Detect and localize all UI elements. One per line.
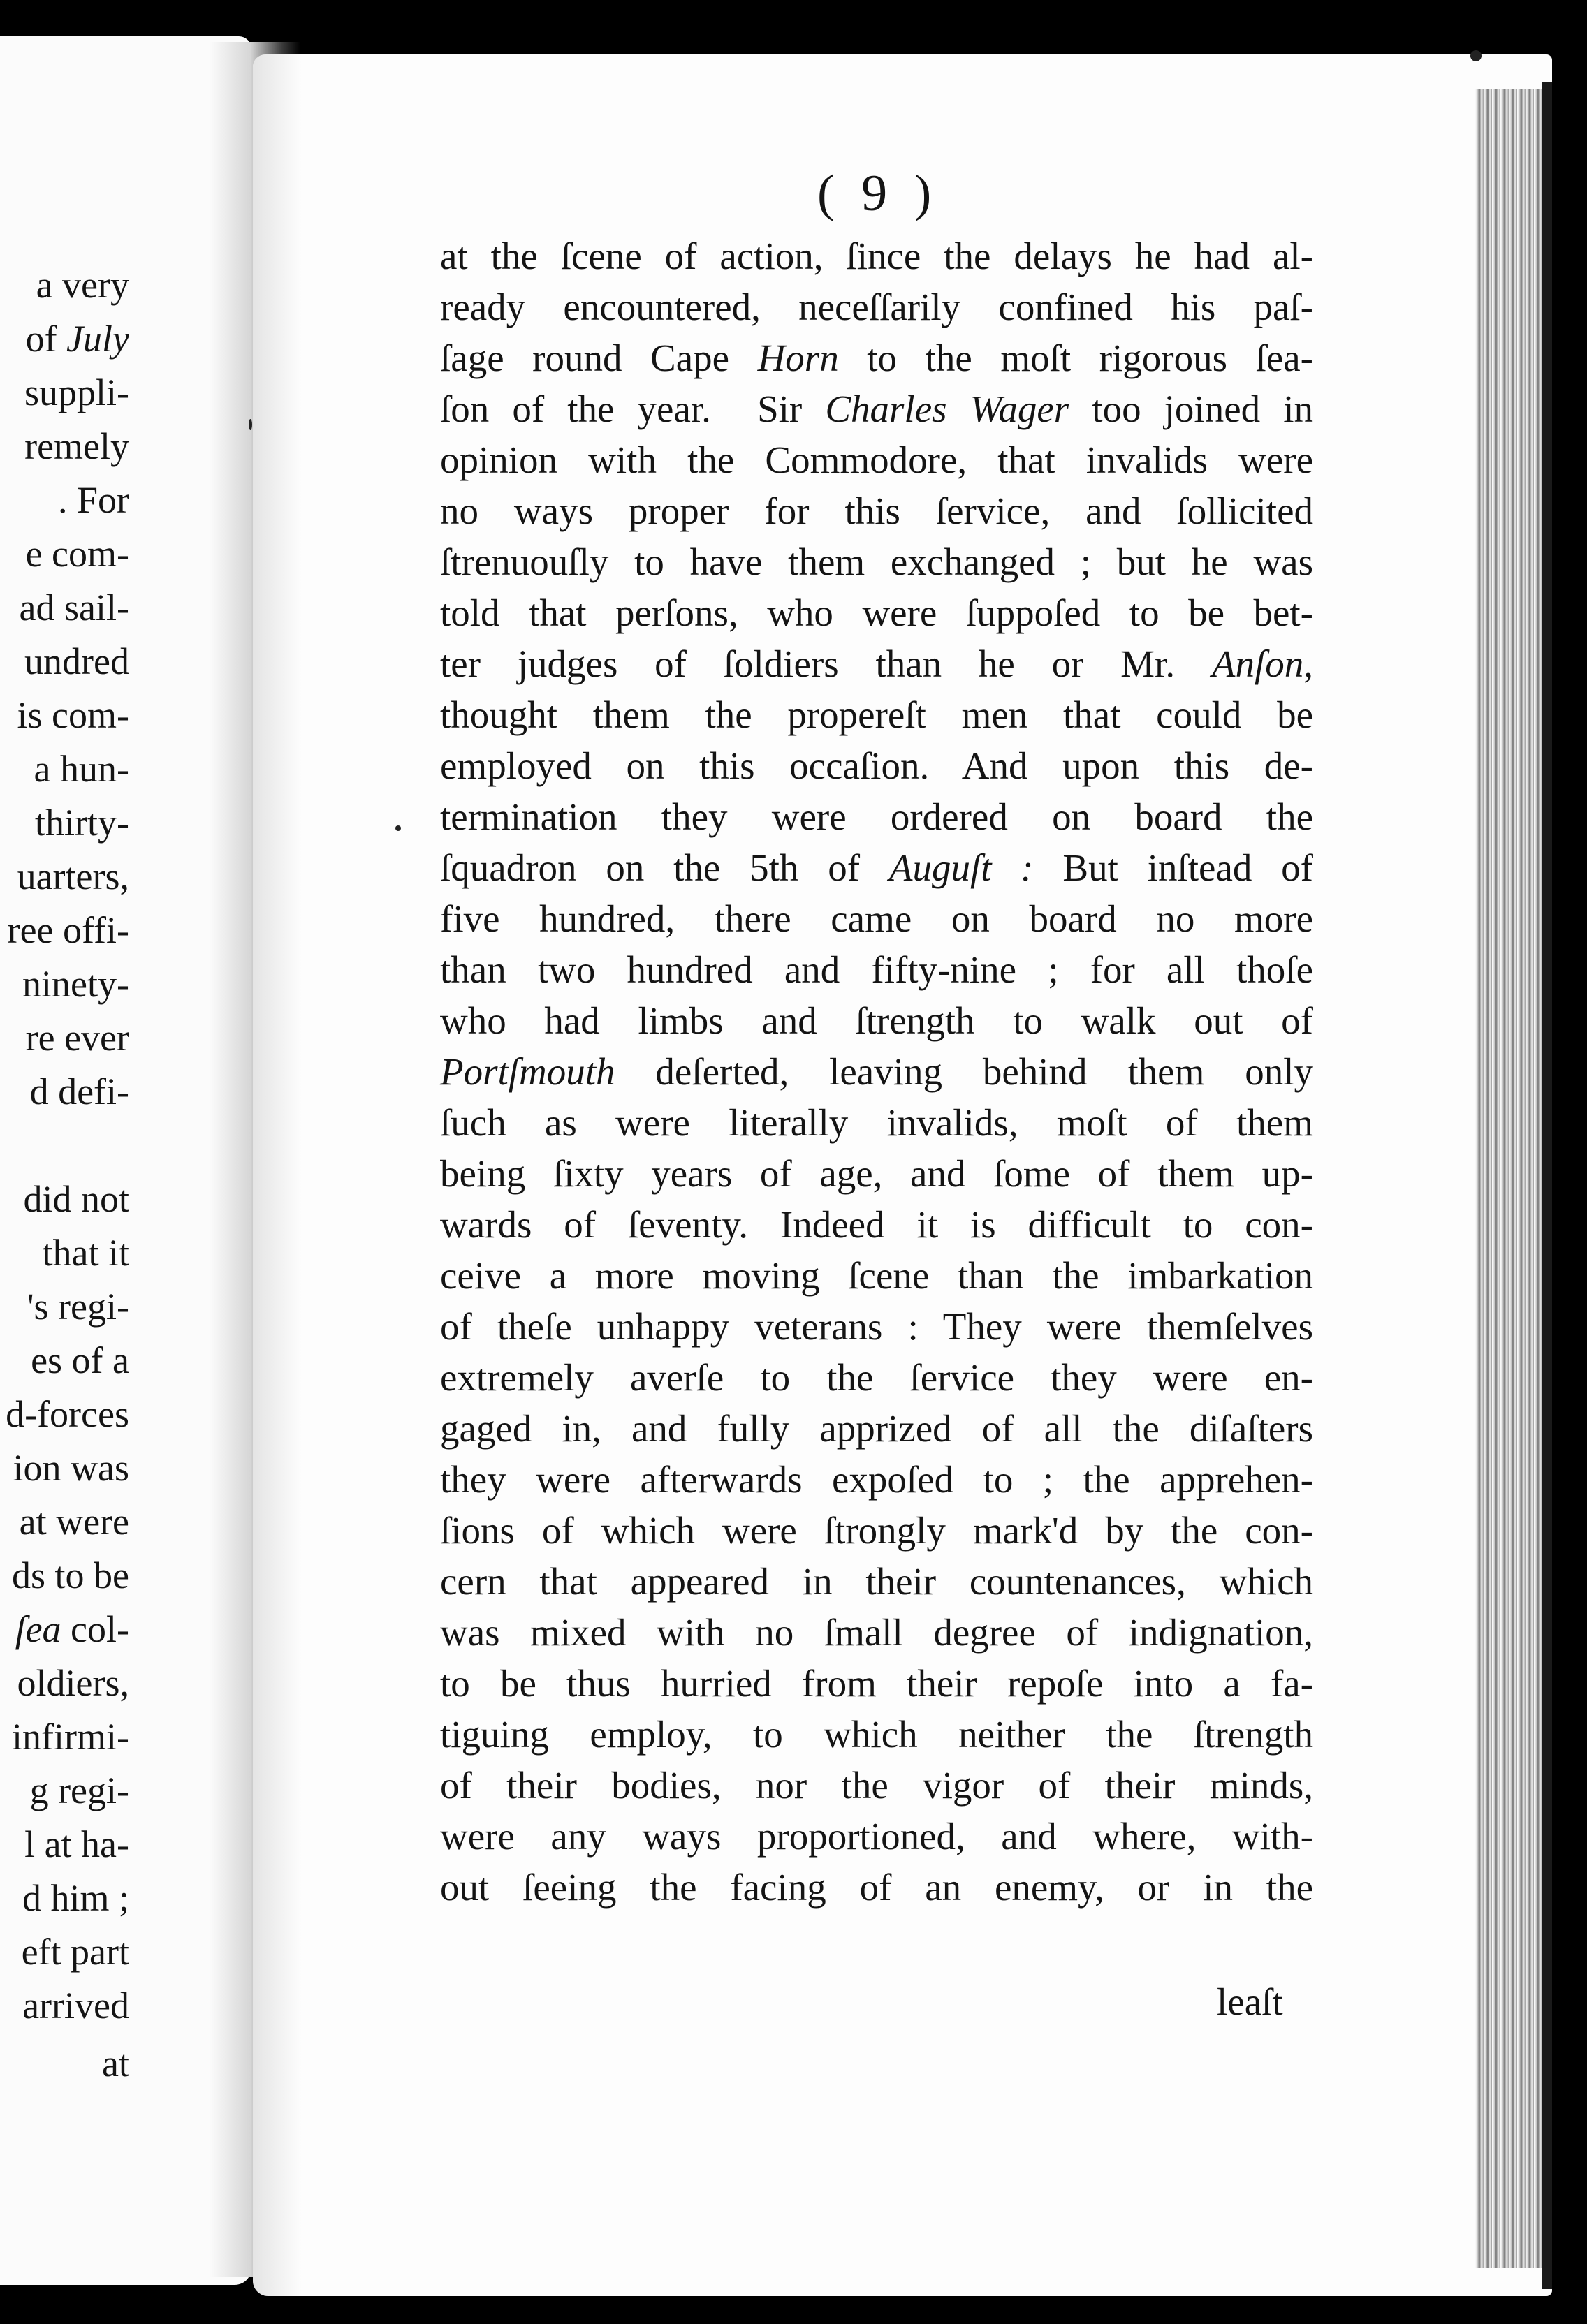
text-line: who had limbs and ſtrength to walk out of <box>440 999 1313 1042</box>
text-line: was mixed with no ſmall degree of indignation, <box>440 1611 1313 1654</box>
page-number: ( 9 ) <box>817 165 939 222</box>
catchword: leaſt <box>1217 1980 1283 2023</box>
left-page-line: ad sail- <box>19 587 129 628</box>
text-line: ſage round Cape Horn to the moſt rigorous ſea- <box>440 337 1313 379</box>
left-page-line: a hun- <box>34 748 129 790</box>
text-line: to be thus hurried from their repoſe into a fa- <box>440 1662 1313 1705</box>
left-page-catchword: at <box>102 2043 129 2084</box>
italic-word: Auguſt : <box>888 846 1034 889</box>
left-page-line: 's regi- <box>27 1286 129 1328</box>
left-page-line: ninety- <box>22 963 129 1005</box>
left-page-line: infirmi- <box>12 1716 129 1758</box>
left-page-line: ſea col- <box>15 1608 129 1650</box>
text-line: ter judges of ſoldiers than he or Mr. Anſon, <box>440 642 1313 685</box>
text-line: of their bodies, nor the vigor of their minds, <box>440 1764 1313 1807</box>
italic-word: Anſon <box>1211 642 1304 685</box>
text-line: being ſixty years of age, and ſome of them up- <box>440 1152 1313 1195</box>
left-page-line: . For <box>57 479 129 521</box>
text-line: wards of ſeventy. Indeed it is difficult to con- <box>440 1203 1313 1246</box>
text-line: no ways proper for this ſervice, and ſollicited <box>440 490 1313 532</box>
text-line: termination they were ordered on board the <box>440 795 1313 838</box>
text-line: they were afterwards expoſed to ; the apprehen- <box>440 1458 1313 1501</box>
left-page-line: re ever <box>25 1017 129 1059</box>
left-page-line: d-forces <box>6 1393 129 1435</box>
text-line: were any ways proportioned, and where, with- <box>440 1815 1313 1858</box>
left-page-line: suppli- <box>24 372 129 413</box>
left-page-line: ree offi- <box>7 909 129 951</box>
left-page-line: oldiers, <box>17 1662 129 1704</box>
left-page-line: arrived <box>22 1985 129 2027</box>
body-text <box>440 230 1313 1913</box>
italic-word: Horn <box>757 337 839 379</box>
left-page-line: d defi- <box>29 1071 129 1112</box>
left-page-text <box>0 258 129 2091</box>
italic-word: Portſmouth <box>440 1050 615 1093</box>
text-line: ſuch as were literally invalids, moſt of them <box>440 1101 1313 1144</box>
text-line: cern that appeared in their countenances, which <box>440 1560 1313 1603</box>
text-line: out ſeeing the facing of an enemy, or in the <box>440 1866 1313 1909</box>
left-page-paragraph-gap <box>0 1119 129 1172</box>
left-page-line: did not <box>23 1178 129 1220</box>
text-line: Portſmouth deſerted, leaving behind them only <box>440 1050 1313 1093</box>
left-page-line: undred <box>24 640 129 682</box>
scan-speck <box>1470 50 1482 61</box>
text-line: of theſe unhappy veterans : They were themſelves <box>440 1305 1313 1348</box>
text-line: thought them the propereſt men that could be <box>440 693 1313 736</box>
scan-speck <box>249 419 252 430</box>
left-page-line: es of a <box>31 1339 129 1381</box>
text-line: ſon of the year. Sir Charles Wager too joined in <box>440 388 1313 430</box>
text-line: opinion with the Commodore, that invalids were <box>440 439 1313 481</box>
text-line: ſions of which were ſtrongly mark'd by the con- <box>440 1509 1313 1552</box>
text-line: ſquadron on the 5th of Auguſt : But inſtead of <box>440 846 1313 889</box>
text-line: than two hundred and fifty-nine ; for all thoſe <box>440 948 1313 991</box>
left-page-line: ion was <box>13 1447 129 1489</box>
text-line: gaged in, and fully apprized of all the diſaſters <box>440 1407 1313 1450</box>
inner-margin-shadow <box>253 54 302 2296</box>
text-line: five hundred, there came on board no more <box>440 897 1313 940</box>
left-page-italic-word: ſea <box>15 1608 61 1650</box>
text-line: ready encountered, neceſſarily confined his paſ- <box>440 286 1313 328</box>
left-page-line: uarters, <box>17 855 129 897</box>
page-fore-edge <box>1475 89 1552 2268</box>
text-line: at the ſcene of action, ſince the delays he had al- <box>440 235 1313 277</box>
left-page-line: g regi- <box>29 1770 129 1811</box>
left-page-line: is com- <box>17 694 129 736</box>
text-line: tiguing employ, to which neither the ſtrength <box>440 1713 1313 1756</box>
left-page-line: that it <box>42 1232 129 1274</box>
left-page-italic-word: July <box>66 318 129 360</box>
left-page-line: eft part <box>21 1931 129 1973</box>
page-fore-edge-shadow <box>1542 82 1552 2289</box>
left-page-line: ds to be <box>12 1554 129 1596</box>
text-line: employed on this occaſion. And upon this de- <box>440 744 1313 787</box>
text-line: told that perſons, who were ſuppoſed to be bet- <box>440 591 1313 634</box>
italic-word: Charles Wager <box>825 388 1069 430</box>
left-page-line: l at ha- <box>24 1823 129 1865</box>
text-line: extremely averſe to the ſervice they were en- <box>440 1356 1313 1399</box>
text-line: ſtrenuouſly to have them exchanged ; but he was <box>440 540 1313 583</box>
left-page-line: at were <box>19 1501 129 1543</box>
left-page-line: remely <box>24 425 129 467</box>
left-page-line: of July <box>25 318 129 360</box>
text-line: ceive a more moving ſcene than the imbarkation <box>440 1254 1313 1297</box>
left-page-line: a very <box>36 264 129 306</box>
scan-speck <box>395 825 401 831</box>
left-page-line: d him ; <box>22 1877 129 1919</box>
left-page-line: thirty- <box>35 802 129 844</box>
left-page-line: e com- <box>25 533 129 575</box>
